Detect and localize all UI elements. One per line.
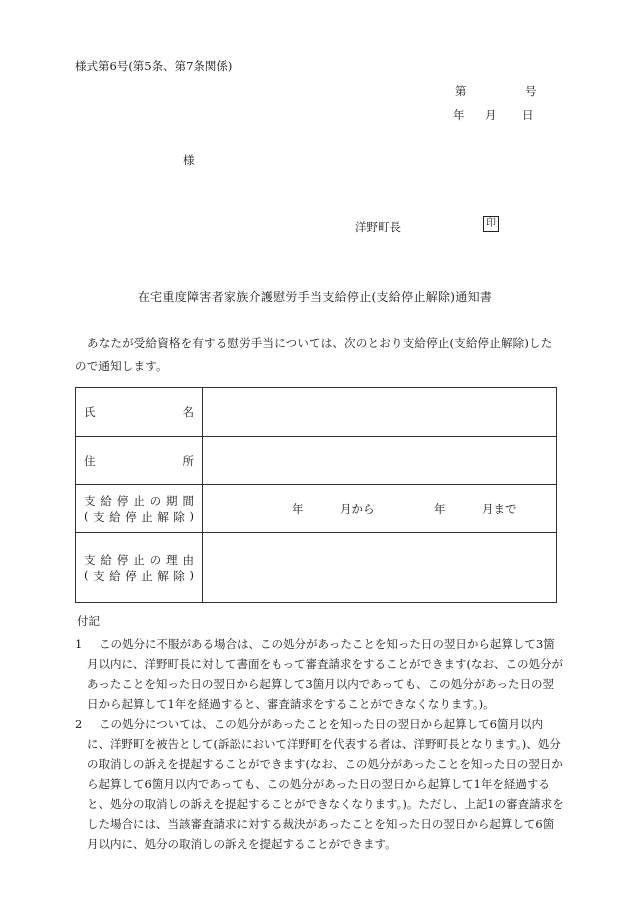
table-row-reason xyxy=(76,533,557,603)
address-label-a: 住 xyxy=(84,453,96,468)
reason-label-line1: 支 給 停 止 の 理 由 xyxy=(84,552,194,567)
period-month-to: 月まで xyxy=(482,502,517,516)
period-label-line2: ( 支 給 停 止 解 除 ) xyxy=(84,508,194,524)
form-number-label: 様式第6号(第5条、第7条関係) xyxy=(75,59,233,73)
seal-mark: 印 xyxy=(483,216,499,232)
notes-heading: 付記 xyxy=(77,614,100,628)
period-year-to: 年 xyxy=(434,502,446,516)
document-title: 在宅重度障害者家族介護慰労手当支給停止(支給停止解除)通知書 xyxy=(137,290,493,304)
note-item-1 xyxy=(75,634,565,714)
period-value-cell[interactable] xyxy=(203,485,557,533)
address-value-cell[interactable] xyxy=(203,437,557,485)
notice-table xyxy=(75,387,557,603)
reason-label-cell xyxy=(76,533,203,603)
period-label-line1: 支 給 停 止 の 期 間 xyxy=(84,493,194,508)
name-value-cell[interactable] xyxy=(203,388,557,437)
note-text-2: この処分については、この処分があったことを知った日の翌日から起算して6箇月以内に、洋野町を被告として(訴訟において洋野町を代表する者は、洋野町長となります。)、処分の取消しの訴えを提起することができます(なお、この処分があったことを知った日の翌日から起算して6箇月以内であっても、この処分があった日の翌日から起算して1年を経過すると、処分の取消しの訴えを提起することができなくなります。)。ただし、上記1の審査請求をした場合には、当該審査請求に対する裁決があったことを知った日の翌日から起算して6箇月以内に、処分の取消しの訴えを提起することができます。 xyxy=(87,717,564,851)
date-day-label: 日 xyxy=(522,108,534,122)
table-row-name xyxy=(76,388,557,437)
name-label-cell xyxy=(76,388,203,437)
date-year-label: 年 xyxy=(453,108,465,122)
note-item-2 xyxy=(75,714,565,854)
reason-value-cell[interactable] xyxy=(203,533,557,603)
name-label-a: 氏 xyxy=(84,405,96,419)
document-number-suffix: 号 xyxy=(525,84,537,98)
name-label-b: 名 xyxy=(182,405,194,419)
body-paragraph: あなたが受給資格を有する慰労手当については、次のとおり支給停止(支給停止解除)したので通知します。 xyxy=(75,336,553,373)
table-row-address xyxy=(76,437,557,485)
note-number-1: 1 xyxy=(75,637,83,651)
period-month-from: 月から xyxy=(340,502,375,516)
period-label-cell xyxy=(76,485,203,533)
note-number-2: 2 xyxy=(75,717,83,731)
table-row-period xyxy=(76,485,557,533)
address-label-b: 所 xyxy=(182,453,194,468)
issuer-name: 洋野町長 xyxy=(355,220,401,234)
document-number-prefix: 第 xyxy=(455,84,467,98)
note-text-1: この処分に不服がある場合は、この処分があったことを知った日の翌日から起算して3箇月以内に、洋野町長に対して書面をもって審査請求をすることができます(なお、この処分があったことを知った日の翌日から起算して3箇月以内であっても、この処分があった日の翌日から起算して1年を経過すると、審査請求をすることができなくなります。)。 xyxy=(87,637,563,711)
notes-list xyxy=(75,634,565,854)
recipient-honorific: 様 xyxy=(183,153,195,167)
period-year-from: 年 xyxy=(292,502,304,516)
date-month-label: 月 xyxy=(485,108,497,122)
reason-label-line2: ( 支 給 停 止 解 除 ) xyxy=(84,567,194,583)
address-label-cell xyxy=(76,437,203,485)
